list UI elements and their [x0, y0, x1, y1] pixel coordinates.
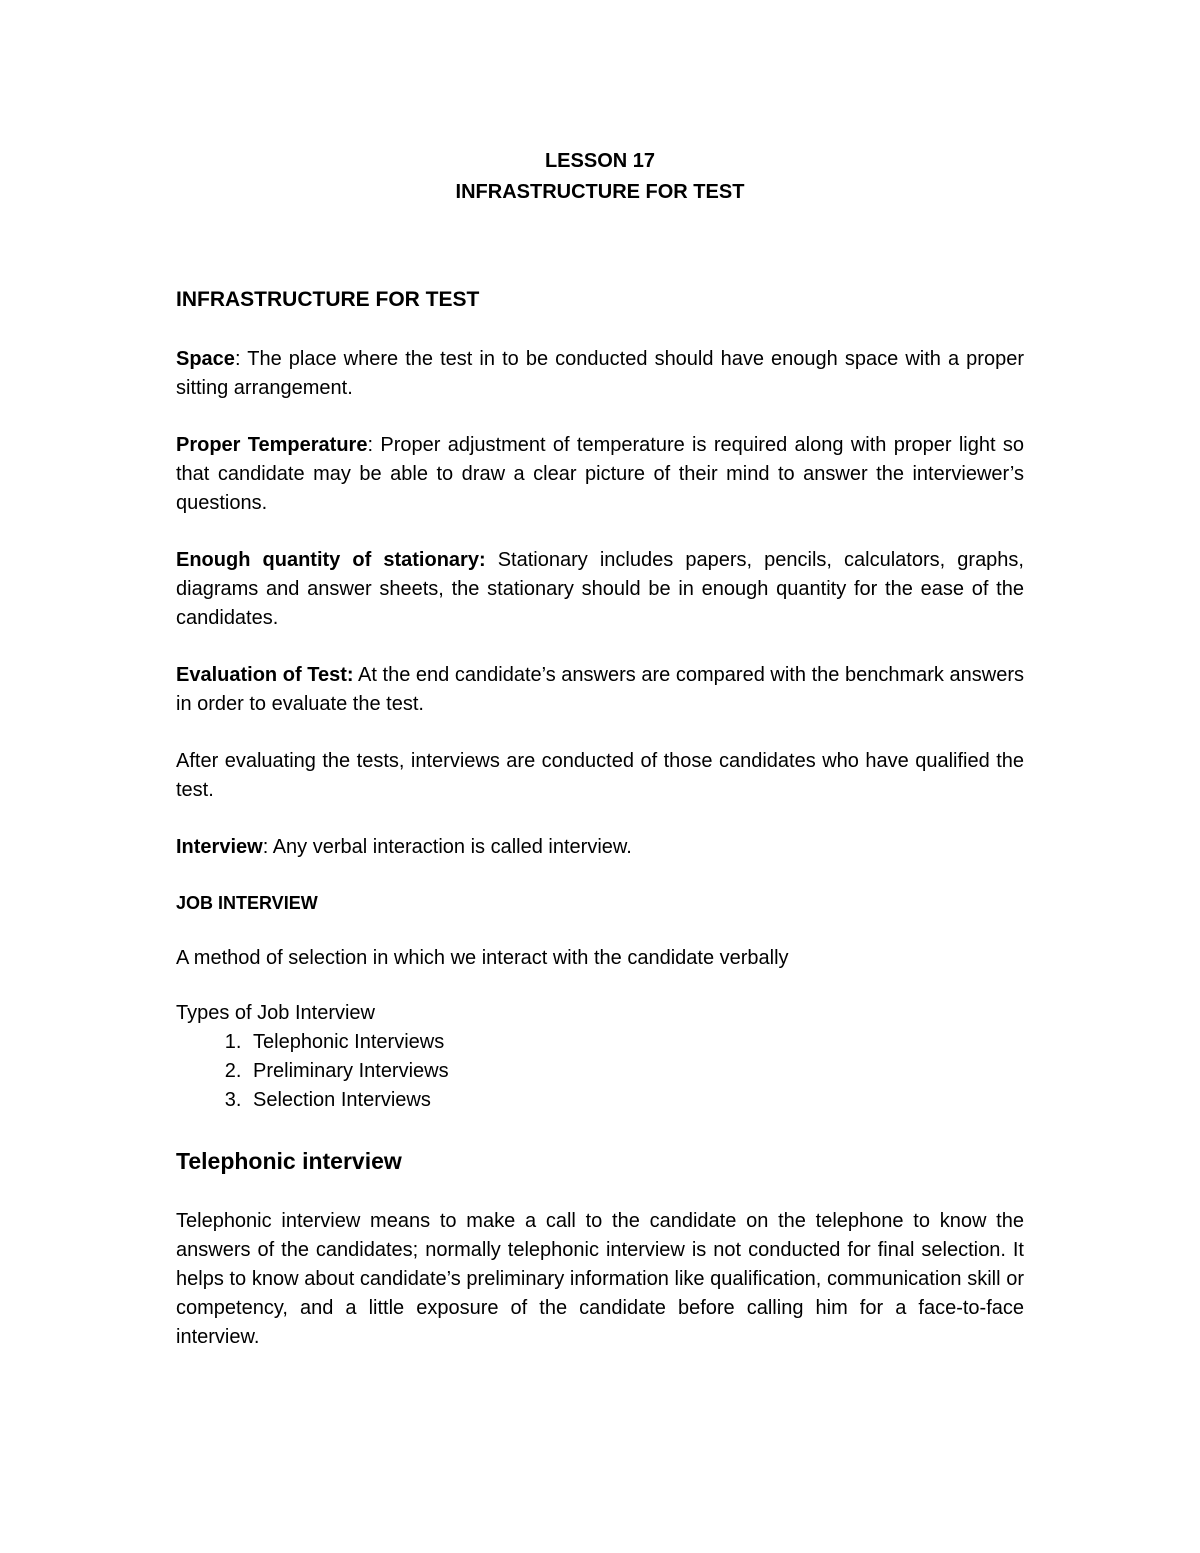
- spacer: [176, 315, 1024, 345]
- interview-text: Any verbal interaction is called interview.: [268, 836, 632, 858]
- stationary-text: Stationary includes papers, pencils, calculators, graphs, diagrams and answer sheets, the stationary should be in enough quantity for the ease of the candidates.: [176, 549, 1024, 629]
- evaluation-paragraph: [176, 661, 1024, 719]
- spacer: [176, 208, 1024, 285]
- types-label: Types of Job Interview: [176, 1002, 375, 1024]
- job-interview-definition: A method of selection in which we interact with the candidate verbally: [176, 947, 789, 969]
- telephonic-heading: Telephonic interview: [176, 1148, 402, 1174]
- temperature-term: Proper Temperature: [176, 434, 368, 456]
- interview-separator: :: [262, 836, 269, 858]
- evaluation-term: Evaluation of Test:: [176, 664, 354, 686]
- spacer: [176, 805, 1024, 833]
- page-content: [176, 146, 1024, 1352]
- lesson-number: LESSON 17: [544, 150, 656, 172]
- spacer: [176, 633, 1024, 661]
- stationary-paragraph: [176, 546, 1024, 633]
- interview-types-list: [176, 1028, 1024, 1115]
- space-separator: :: [234, 348, 241, 370]
- after-evaluating-paragraph: After evaluating the tests, interviews are conducted of those candidates who have qualified the test.: [176, 750, 1024, 801]
- temperature-text: Proper adjustment of temperature is required along with proper light so that candidate may be able to draw a clear picture of their mind to answer the interviewer’s questions.: [176, 434, 1024, 514]
- list-item: 3. Selection Interviews: [247, 1086, 1024, 1115]
- spacer: [176, 403, 1024, 431]
- job-interview-heading: JOB INTERVIEW: [176, 893, 318, 913]
- temperature-paragraph: [176, 431, 1024, 518]
- list-item: 2. Preliminary Interviews: [247, 1057, 1024, 1086]
- spacer: [176, 917, 1024, 944]
- lesson-title: INFRASTRUCTURE FOR TEST: [455, 181, 745, 203]
- interview-term: Interview: [176, 836, 263, 858]
- space-paragraph: [176, 345, 1024, 403]
- space-term: Space: [176, 348, 235, 370]
- list-item: 1. Telephonic Interviews: [247, 1028, 1024, 1057]
- spacer: [176, 973, 1024, 999]
- evaluation-text: At the end candidate’s answers are compared with the benchmark answers in order to evaluate the test.: [176, 664, 1025, 715]
- section-heading: INFRASTRUCTURE FOR TEST: [176, 288, 480, 311]
- spacer: [176, 862, 1024, 889]
- telephonic-paragraph: Telephonic interview means to make a call to the candidate on the telephone to know the answers of the candidates; normally telephonic interview is not conducted for final selection. It helps to know about candidate’s preliminary information like qualification, communication skill or competency, and a little exposure of the candidate before calling him for a face-to-face interview.: [176, 1210, 1024, 1348]
- spacer: [176, 719, 1024, 747]
- spacer: [176, 1115, 1024, 1145]
- space-text: The place where the test in to be conducted should have enough space with a proper sitting arrangement.: [176, 348, 1024, 399]
- stationary-term: Enough quantity of stationary:: [176, 549, 486, 571]
- temperature-separator: :: [367, 434, 374, 456]
- spacer: [176, 1177, 1024, 1207]
- spacer: [176, 518, 1024, 546]
- interview-paragraph: [176, 833, 1024, 862]
